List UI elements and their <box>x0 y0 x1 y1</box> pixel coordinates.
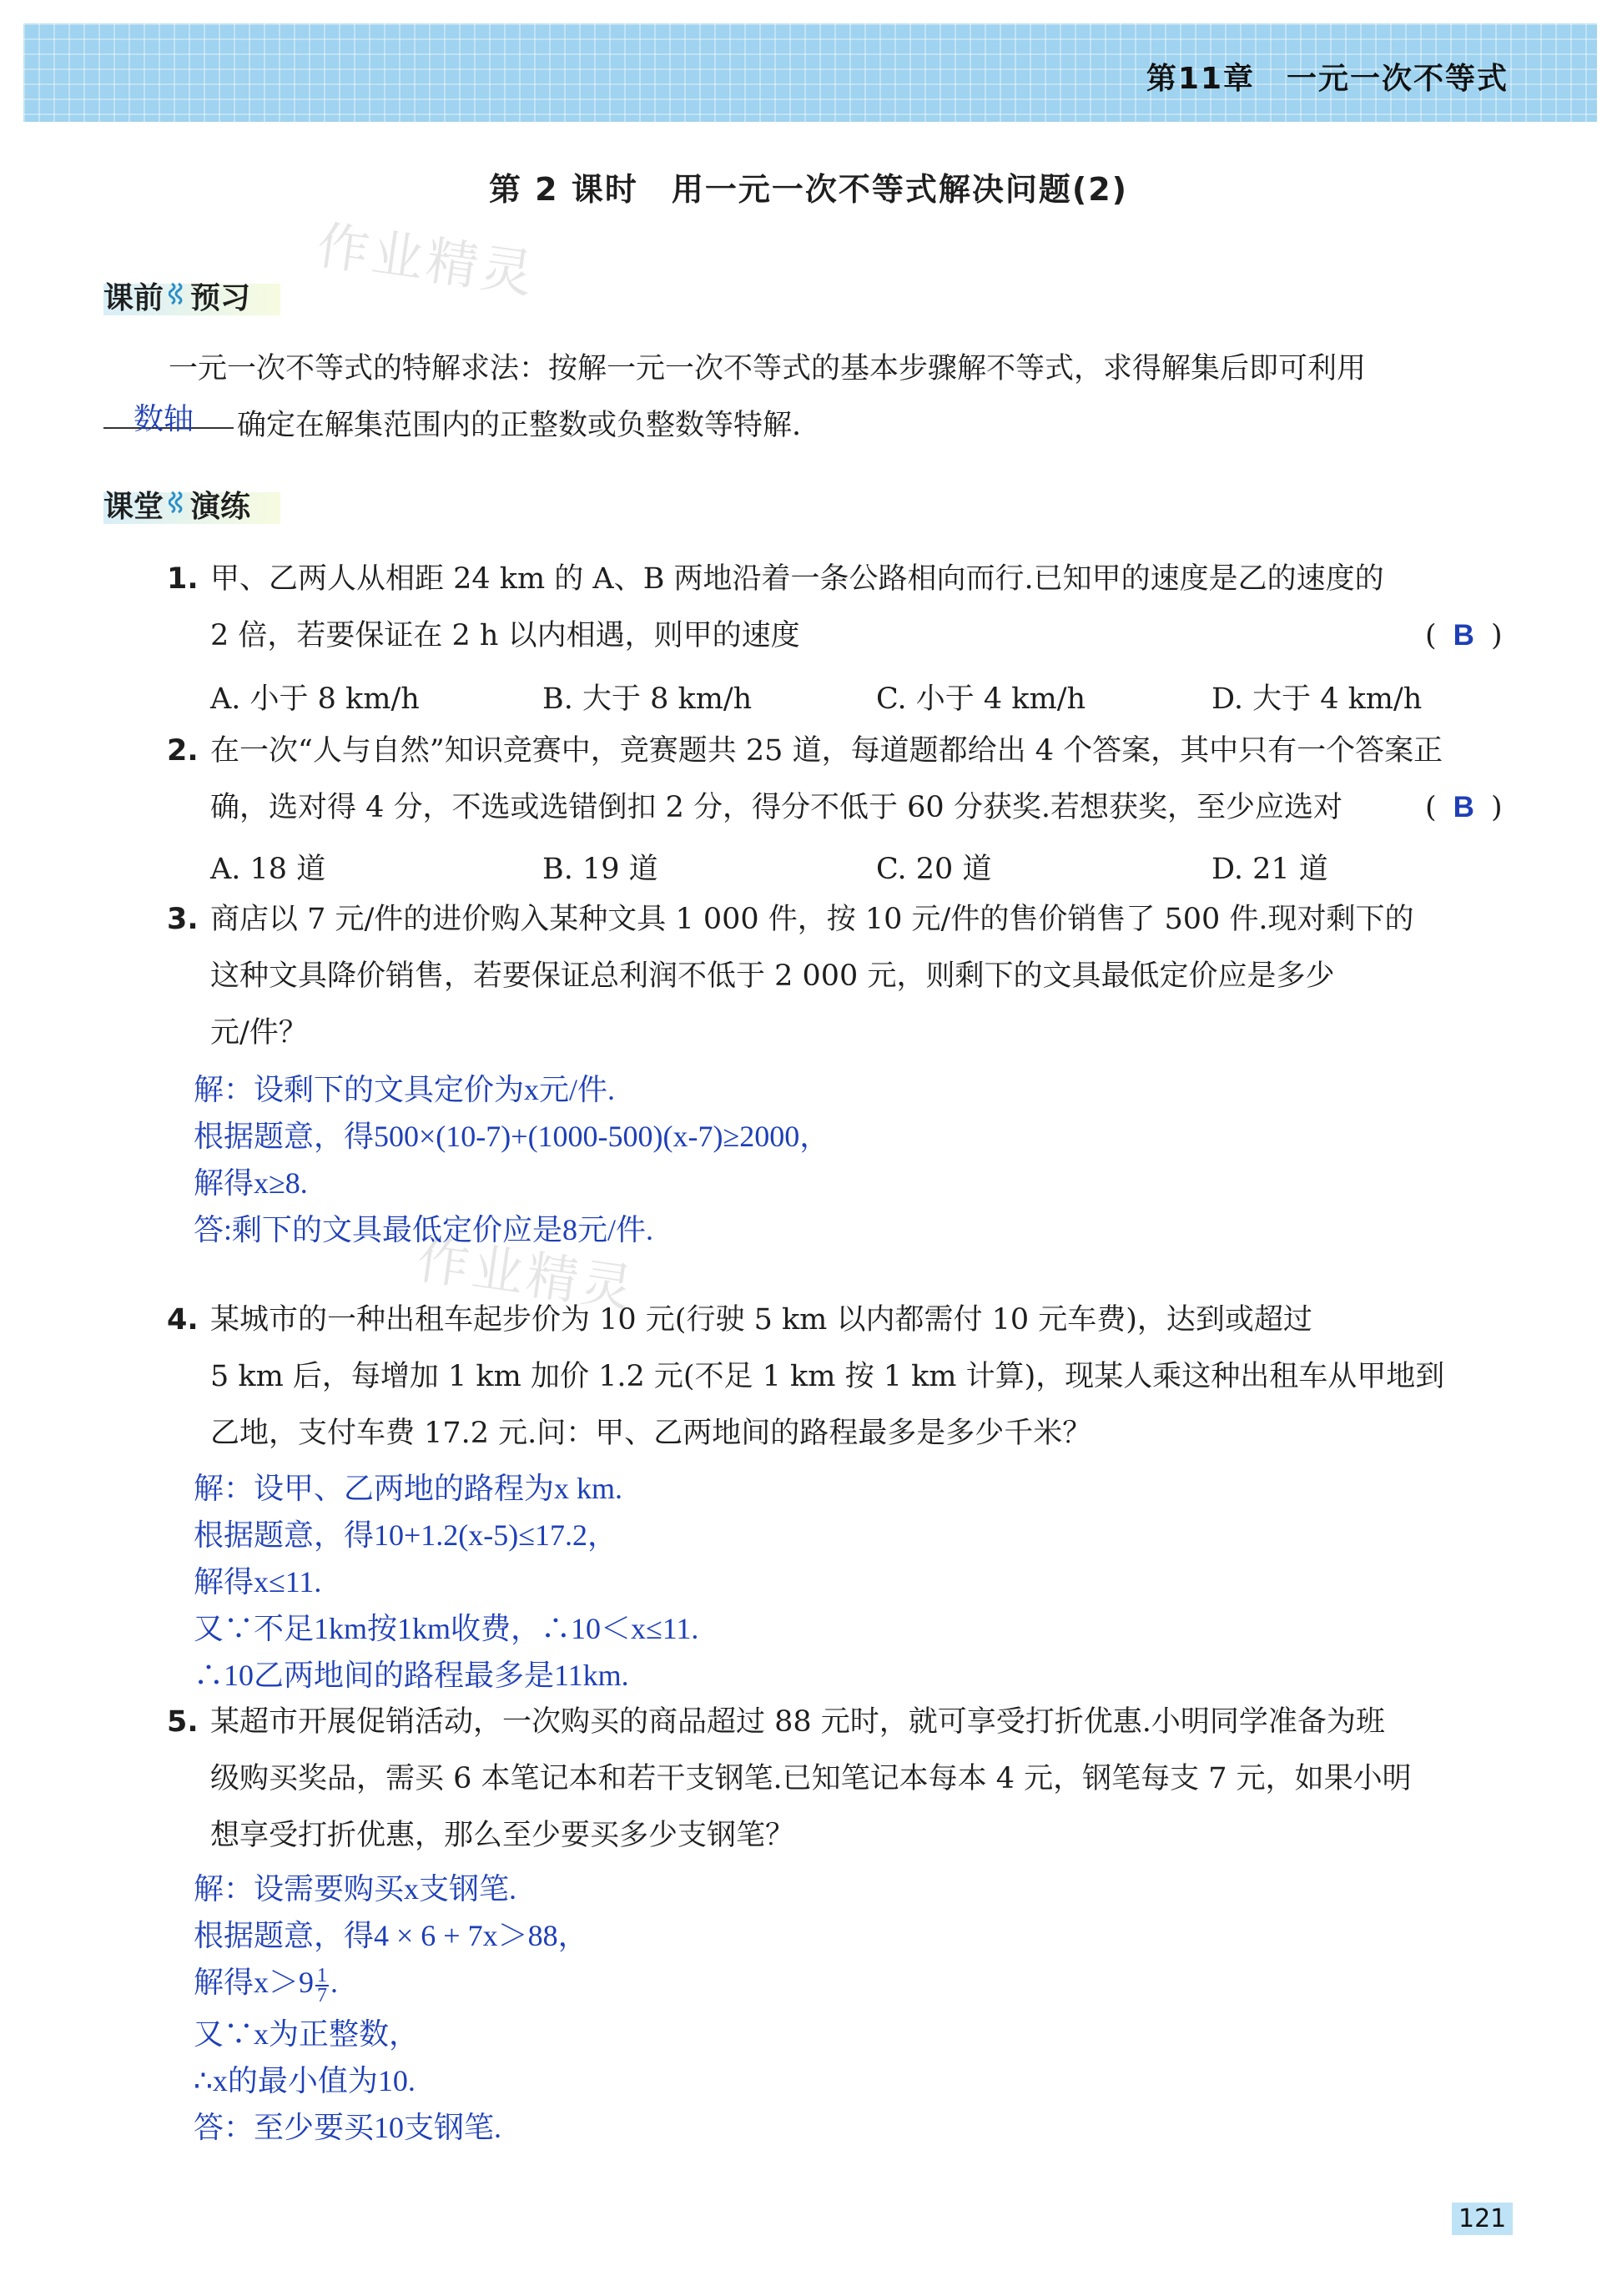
solution-line: 答:剩下的文具最低定价应是8元/件. <box>194 1213 654 1246</box>
solution-line: 根据题意，得500×(10-7)+(1000-500)(x-7)≥2000， <box>194 1120 830 1153</box>
page-number <box>1452 2199 1510 2238</box>
solution-text: . <box>330 1966 339 1999</box>
section-tag-practice <box>103 477 287 531</box>
option: B. 19 道 <box>542 853 658 886</box>
solution-line: 解得x≤11. <box>194 1565 322 1599</box>
fraction-denominator: 7 <box>317 1984 328 2006</box>
paren-close: ) <box>1490 619 1503 652</box>
question-text: 想享受打折优惠，那么至少要买多少支钢笔？ <box>210 1819 795 1852</box>
paren-open: ( <box>1425 619 1437 652</box>
question-text: 级购买奖品，需买 6 本笔记本和若干支钢笔.已知笔记本每本 4 元，钢笔每支 7 元，如果小明 <box>210 1762 1412 1795</box>
solution-line: 又∵x为正整数， <box>194 2017 420 2051</box>
solution-text: 解得x＞9 <box>194 1966 315 1999</box>
chapter-label: 第11章 一元一次不等式 <box>1146 62 1509 96</box>
question-text: 确，选对得 4 分，不选或选错倒扣 2 分，得分不低于 60 分获奖.若想获奖，至少应选对 <box>210 791 1342 824</box>
fraction-numerator: 1 <box>317 1964 328 1986</box>
wave-icon <box>169 279 185 312</box>
section-tag-part1: 课堂 <box>103 489 164 524</box>
question-text: 元/件？ <box>210 1016 308 1050</box>
preview-text-line2: 确定在解集范围内的正整数或负整数等特解. <box>237 409 802 442</box>
question-number: 2. <box>167 734 199 768</box>
option: B. 大于 8 km/h <box>542 682 753 716</box>
solution-line: 答：至少要买10支钢笔. <box>194 2111 502 2144</box>
watermark: 作业精灵 <box>313 214 541 305</box>
question-text: 商店以 7 元/件的进价购入某种文具 1 000 件，按 10 元/件的售价销售了 500 件.现对剩下的 <box>210 903 1414 936</box>
fraction <box>315 1966 329 2005</box>
answer-bracket <box>1425 791 1503 824</box>
option: D. 21 道 <box>1211 853 1328 886</box>
solution-line <box>194 1966 338 2005</box>
question-number: 3. <box>167 903 199 936</box>
section-tag-preview <box>103 269 287 322</box>
blank-answer: 数轴 <box>133 402 194 436</box>
section-tag-part2: 预习 <box>190 280 251 315</box>
question-text: 这种文具降价销售，若要保证总利润不低于 2 000 元，则剩下的文具最低定价应是多少 <box>210 959 1335 993</box>
page-number-text: 121 <box>1452 2203 1513 2235</box>
option: C. 小于 4 km/h <box>876 682 1086 716</box>
option: A. 18 道 <box>210 853 326 886</box>
question-text: 甲、乙两人从相距 24 km 的 A、B 两地沿着一条公路相向而行.已知甲的速度是乙的速度的 <box>210 562 1384 596</box>
choice-answer: B <box>1453 791 1474 823</box>
lesson-title: 第 2 课时 用一元一次不等式解决问题(2) <box>488 171 1129 208</box>
paren-open: ( <box>1425 791 1437 824</box>
preview-text-line1: 一元一次不等式的特解求法：按解一元一次不等式的基本步骤解不等式，求得解集后即可利用 <box>169 352 1367 385</box>
question-text: 某超市开展促销活动，一次购买的商品超过 88 元时，就可享受打折优惠.小明同学准备为班 <box>210 1705 1385 1739</box>
question-number: 5. <box>167 1705 199 1739</box>
option: C. 20 道 <box>876 853 992 886</box>
solution-line: 解：设剩下的文具定价为x元/件. <box>194 1073 616 1106</box>
option: A. 小于 8 km/h <box>210 682 420 716</box>
solution-line: 又∵不足1km按1km收费，∴10＜x≤11. <box>194 1612 699 1645</box>
question-number: 1. <box>167 562 199 596</box>
choice-answer: B <box>1453 619 1474 652</box>
question-text: 在一次“人与自然”知识竞赛中，竞赛题共 25 道，每道题都给出 4 个答案，其中只有一个答案正 <box>210 734 1443 768</box>
paren-close: ) <box>1490 791 1503 824</box>
question-text: 某城市的一种出租车起步价为 10 元(行驶 5 km 以内都需付 10 元车费)，达到或超过 <box>210 1303 1312 1337</box>
solution-line: 根据题意，得10+1.2(x-5)≤17.2， <box>194 1518 618 1552</box>
question-number: 4. <box>167 1303 199 1337</box>
solution-line: ∴10乙两地间的路程最多是11km. <box>194 1659 629 1692</box>
watermark: 作业精灵 <box>413 1228 641 1320</box>
solution-line: 解得x≥8. <box>194 1166 308 1200</box>
question-text: 乙地，支付车费 17.2 元.问：甲、乙两地间的路程最多是多少千米？ <box>210 1417 1092 1450</box>
section-tag-part1: 课前 <box>103 280 164 315</box>
option: D. 大于 4 km/h <box>1211 682 1423 716</box>
question-text: 2 倍，若要保证在 2 h 以内相遇，则甲的速度 <box>210 619 800 652</box>
answer-bracket <box>1425 619 1503 652</box>
question-text: 5 km 后，每增加 1 km 加价 1.2 元(不足 1 km 按 1 km 计算)，现某人乘这种出租车从甲地到 <box>210 1360 1445 1393</box>
solution-line: 根据题意，得4 × 6 + 7x＞88， <box>194 1919 588 1952</box>
solution-line: 解：设甲、乙两地的路程为x km. <box>194 1472 623 1505</box>
section-tag-part2: 演练 <box>190 489 251 524</box>
wave-icon <box>169 487 185 521</box>
solution-line: 解：设需要购买x支钢笔. <box>194 1872 517 1906</box>
solution-line: ∴x的最小值为10. <box>194 2064 416 2097</box>
